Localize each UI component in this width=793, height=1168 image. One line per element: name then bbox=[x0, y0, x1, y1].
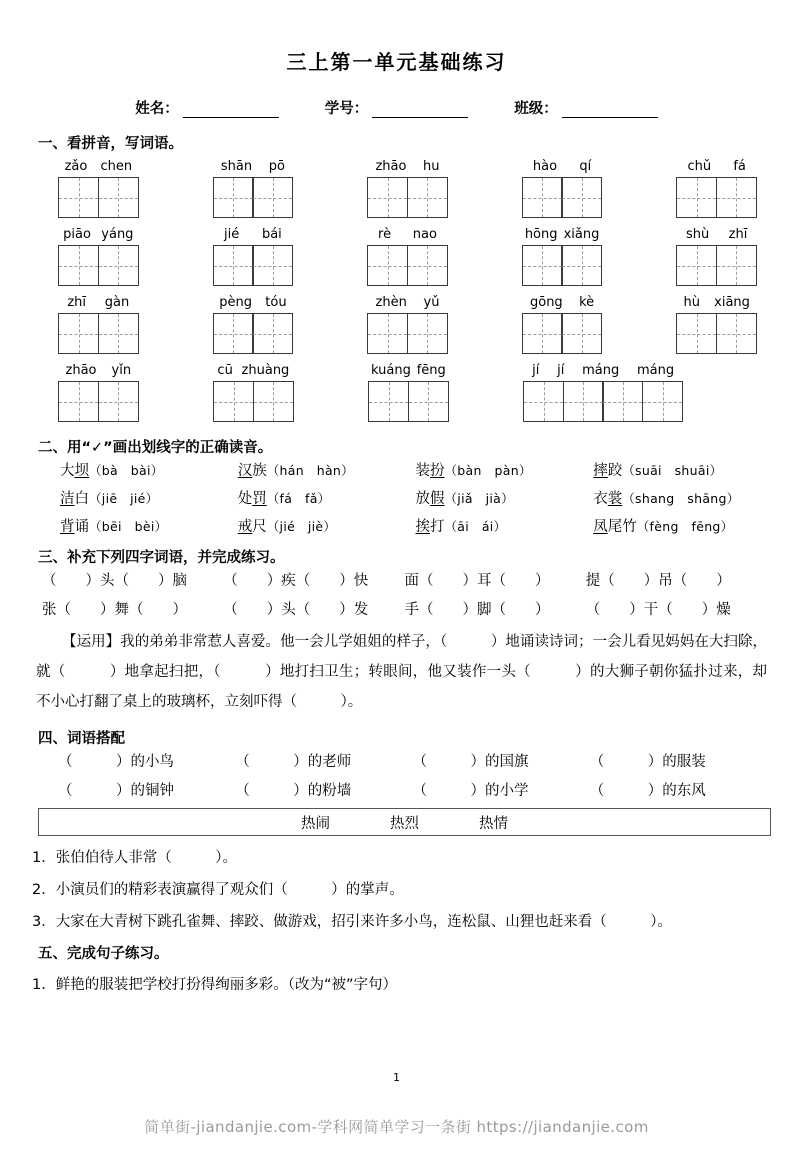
pinyin-syllable: pō bbox=[268, 159, 285, 174]
pinyin-syllable: zhèn bbox=[375, 295, 407, 310]
section-4-questions bbox=[0, 848, 793, 932]
pinyin-syllables bbox=[213, 363, 294, 379]
tianzige-group bbox=[367, 313, 448, 354]
tianzige-cell[interactable] bbox=[253, 381, 294, 422]
class-field bbox=[514, 97, 658, 118]
word-part: 装 bbox=[415, 463, 430, 479]
tianzige-cell[interactable] bbox=[367, 245, 408, 286]
pinyin-syllable: kè bbox=[579, 295, 595, 310]
class-blank[interactable] bbox=[562, 103, 658, 118]
underlined-character: 背 bbox=[60, 519, 75, 535]
pinyin-syllable: yǐn bbox=[111, 363, 132, 378]
idiom-item[interactable]: （ ）头（ ）脑 bbox=[42, 573, 187, 589]
pinyin-syllables bbox=[58, 363, 139, 379]
underlined-character: 坝 bbox=[74, 463, 89, 479]
pinyin-row bbox=[0, 295, 793, 354]
pinyin-word-item bbox=[213, 159, 294, 218]
pinyin-exercise-block bbox=[0, 159, 793, 422]
pinyin-syllable: hù bbox=[683, 295, 700, 310]
pinyin-word-item bbox=[213, 227, 294, 286]
pronunciation-item[interactable] bbox=[593, 515, 771, 536]
tianzige-cell[interactable] bbox=[213, 245, 254, 286]
section-3-heading: 三、补充下列四字词语，并完成练习。 bbox=[38, 550, 285, 566]
pinyin-syllables bbox=[213, 227, 294, 243]
pinyin-syllable: xiǎng bbox=[563, 227, 600, 242]
tianzige-group bbox=[523, 381, 683, 422]
tianzige-cell[interactable] bbox=[252, 177, 293, 218]
underlined-character: 戒 bbox=[237, 519, 253, 535]
tianzige-cell[interactable] bbox=[367, 313, 408, 354]
name-blank[interactable] bbox=[183, 103, 279, 118]
pinyin-syllables bbox=[676, 227, 757, 243]
pronunciation-options[interactable]: （fèng fēng） bbox=[636, 519, 734, 534]
pronunciation-row bbox=[0, 515, 793, 536]
collocation-item[interactable]: （ ）的服装 bbox=[589, 754, 706, 770]
fill-in-question[interactable]: 2．小演员们的精彩表演赢得了观众们（ ）的掌声。 bbox=[32, 882, 404, 898]
pinyin-syllable: cū bbox=[217, 363, 233, 378]
section-1-heading: 一、看拼音，写词语。 bbox=[38, 136, 183, 152]
tianzige-cell[interactable] bbox=[58, 177, 99, 218]
pinyin-syllables bbox=[367, 159, 448, 175]
pinyin-syllable: gōng bbox=[529, 295, 563, 310]
pronunciation-word bbox=[416, 519, 445, 535]
underlined-character: 罚 bbox=[252, 491, 267, 507]
pinyin-word-item bbox=[522, 159, 603, 218]
tianzige-group bbox=[522, 177, 603, 218]
idiom-item[interactable]: 手（ ）脚（ ） bbox=[404, 602, 550, 618]
pronunciation-options[interactable]: （shang shāng） bbox=[622, 491, 740, 506]
word-part: 放 bbox=[415, 491, 430, 507]
pronunciation-word bbox=[593, 519, 637, 535]
tianzige-group bbox=[213, 381, 294, 422]
underlined-character: 凤 bbox=[593, 519, 608, 535]
pinyin-syllable: jié bbox=[223, 227, 240, 242]
pinyin-syllables bbox=[367, 227, 448, 243]
tianzige-cell[interactable] bbox=[561, 177, 602, 218]
pinyin-syllable: zǎo bbox=[64, 159, 88, 174]
tianzige-cell[interactable] bbox=[213, 381, 254, 422]
fill-in-question[interactable]: 1．张伯伯待人非常（ ）。 bbox=[32, 850, 237, 866]
tianzige-cell[interactable] bbox=[252, 313, 293, 354]
tianzige-group bbox=[58, 245, 139, 286]
pronunciation-options[interactable]: （āi ái） bbox=[444, 519, 507, 534]
collocation-item[interactable]: （ ）的铜钟 bbox=[58, 783, 174, 799]
tianzige-cell[interactable] bbox=[522, 313, 563, 354]
pronunciation-word bbox=[416, 491, 445, 507]
tianzige-group bbox=[676, 313, 757, 354]
tianzige-cell[interactable] bbox=[561, 245, 602, 286]
pinyin-syllable: máng bbox=[582, 363, 620, 378]
tianzige-cell[interactable] bbox=[213, 313, 254, 354]
pinyin-syllable: zhī bbox=[67, 295, 87, 310]
tianzige-cell[interactable] bbox=[98, 313, 139, 354]
tianzige-cell[interactable] bbox=[98, 245, 139, 286]
pinyin-word-item bbox=[58, 363, 139, 422]
collocation-item[interactable]: （ ）的东风 bbox=[589, 783, 706, 799]
pronunciation-item[interactable] bbox=[416, 459, 594, 480]
pronunciation-item[interactable] bbox=[238, 459, 416, 480]
student-id-field bbox=[325, 97, 469, 118]
pronunciation-word bbox=[238, 519, 267, 535]
pronunciation-item[interactable] bbox=[593, 487, 771, 508]
section-5-heading: 五、完成句子练习。 bbox=[38, 946, 169, 962]
pinyin-syllables bbox=[368, 363, 449, 379]
pronunciation-options[interactable]: （bàn pàn） bbox=[444, 463, 532, 478]
idiom-application-text: 【运用】我的弟弟非常惹人喜爱。他一会儿学姐姐的样子，（ ）地诵读诗词；一会儿看见妈妈在大扫除，就（ ）地拿起扫把，（ ）地打扫卫生；转眼间，他又装作一头（ ）的大狮子朝你猛扑过来，却不小心打翻了桌上的玻璃杯，立刻吓得（ ）。 bbox=[36, 634, 767, 710]
student-id-blank[interactable] bbox=[372, 103, 468, 118]
underlined-character: 摔 bbox=[593, 463, 608, 479]
pronunciation-row bbox=[0, 459, 793, 480]
pinyin-syllable: zhī bbox=[728, 227, 748, 242]
word-bank-item: 热情 bbox=[479, 815, 508, 832]
pronunciation-word bbox=[416, 463, 445, 479]
pronunciation-options[interactable]: （bēi bèi） bbox=[89, 519, 168, 534]
pinyin-row bbox=[0, 363, 793, 422]
page-number: 1 bbox=[393, 1071, 400, 1084]
tianzige-cell[interactable] bbox=[561, 313, 602, 354]
collocation-item[interactable]: （ ）的老师 bbox=[235, 754, 352, 770]
pinyin-word-item bbox=[213, 363, 294, 422]
pronunciation-options[interactable]: （jié jiè） bbox=[266, 519, 337, 534]
pinyin-syllable: chen bbox=[100, 159, 133, 174]
worksheet-page bbox=[0, 46, 793, 1168]
pinyin-syllable: shān bbox=[220, 159, 253, 174]
tianzige-group bbox=[58, 381, 139, 422]
tianzige-cell[interactable] bbox=[213, 177, 254, 218]
collocation-row bbox=[0, 779, 793, 800]
pronunciation-item[interactable] bbox=[238, 487, 416, 508]
pinyin-syllables bbox=[676, 159, 757, 175]
tianzige-group bbox=[368, 381, 449, 422]
pinyin-syllables bbox=[58, 227, 139, 243]
tianzige-cell[interactable] bbox=[676, 313, 717, 354]
pronunciation-word bbox=[60, 491, 89, 507]
tianzige-cell[interactable] bbox=[716, 245, 757, 286]
word-part: 衣 bbox=[593, 491, 608, 507]
tianzige-group bbox=[367, 177, 448, 218]
pinyin-syllable: fá bbox=[733, 159, 746, 174]
pinyin-syllable: piāo bbox=[63, 227, 91, 242]
name-field bbox=[135, 97, 279, 118]
pronunciation-word bbox=[60, 519, 89, 535]
pronunciation-word bbox=[593, 491, 622, 507]
pinyin-syllables bbox=[58, 159, 139, 175]
pinyin-word-item bbox=[676, 227, 757, 286]
pinyin-word-item bbox=[522, 227, 603, 286]
tianzige-cell[interactable] bbox=[58, 381, 99, 422]
section-4-heading: 四、词语搭配 bbox=[38, 731, 125, 747]
collocation-item[interactable]: （ ）的国旗 bbox=[412, 754, 529, 770]
pinyin-syllable: xiāng bbox=[714, 295, 750, 310]
pronunciation-item[interactable] bbox=[60, 487, 238, 508]
tianzige-cell[interactable] bbox=[252, 245, 293, 286]
pinyin-syllable: qí bbox=[579, 159, 592, 174]
tianzige-cell[interactable] bbox=[58, 245, 99, 286]
pinyin-word-item bbox=[523, 363, 683, 422]
pinyin-syllables bbox=[523, 363, 683, 379]
tianzige-cell[interactable] bbox=[407, 245, 448, 286]
pinyin-syllable: kuáng bbox=[371, 363, 411, 378]
idiom-item[interactable]: 提（ ）吊（ ） bbox=[585, 573, 731, 589]
section-5-questions bbox=[0, 975, 793, 995]
pronunciation-options[interactable]: （bà bài） bbox=[89, 463, 164, 478]
pinyin-row bbox=[0, 227, 793, 286]
tianzige-cell[interactable] bbox=[98, 177, 139, 218]
pronunciation-word bbox=[238, 463, 267, 479]
pinyin-syllable: zhuàng bbox=[241, 363, 290, 378]
pinyin-syllable: zhāo bbox=[375, 159, 407, 174]
word-bank-box bbox=[38, 808, 771, 836]
tianzige-cell[interactable] bbox=[676, 177, 717, 218]
pinyin-word-item bbox=[367, 295, 448, 354]
idiom-item[interactable]: 面（ ）耳（ ） bbox=[404, 573, 550, 589]
tianzige-cell[interactable] bbox=[523, 381, 564, 422]
tianzige-cell[interactable] bbox=[407, 313, 448, 354]
pronunciation-options[interactable]: （hán hàn） bbox=[266, 463, 354, 478]
underlined-character: 挨 bbox=[415, 519, 430, 535]
pinyin-syllables bbox=[676, 295, 757, 311]
collocation-item[interactable]: （ ）的小鸟 bbox=[58, 754, 174, 770]
idiom-exercise-block bbox=[0, 569, 793, 619]
tianzige-cell[interactable] bbox=[522, 245, 563, 286]
word-part: 诵 bbox=[74, 519, 89, 535]
underlined-character: 洁 bbox=[60, 491, 75, 507]
pronunciation-item[interactable] bbox=[416, 515, 594, 536]
tianzige-cell[interactable] bbox=[408, 381, 449, 422]
word-bank-item: 热烈 bbox=[390, 815, 419, 832]
pinyin-syllable: yáng bbox=[101, 227, 134, 242]
pinyin-syllable: yǔ bbox=[423, 295, 440, 310]
pinyin-syllable: chǔ bbox=[687, 159, 712, 174]
collocation-item[interactable]: （ ）的小学 bbox=[412, 783, 529, 799]
pronunciation-options[interactable]: （jiǎ jià） bbox=[444, 491, 514, 506]
word-bank-item: 热闹 bbox=[301, 815, 330, 832]
pinyin-syllable: jí bbox=[532, 363, 540, 378]
pronunciation-options[interactable]: （suāi shuāi） bbox=[622, 463, 723, 478]
fill-in-question[interactable]: 3．大家在大青树下跳孔雀舞、摔跤、做游戏，招引来许多小鸟，连松鼠、山狸也赶来看（ ）。 bbox=[32, 914, 672, 930]
tianzige-cell[interactable] bbox=[563, 381, 604, 422]
tianzige-cell[interactable] bbox=[602, 381, 643, 422]
class-label: 班级： bbox=[514, 101, 558, 117]
idiom-item[interactable]: （ ）疾（ ）快 bbox=[223, 573, 369, 589]
pinyin-word-item bbox=[213, 295, 294, 354]
word-part: 族 bbox=[252, 463, 267, 479]
word-part: 尺 bbox=[252, 519, 267, 535]
tianzige-group bbox=[213, 177, 294, 218]
footer-watermark: 简单街-jiandanjie.com-学科网简单学习一条街 https://jiandanjie.com bbox=[144, 1118, 649, 1136]
pronunciation-exercise-block bbox=[0, 459, 793, 536]
collocation-item[interactable]: （ ）的粉墙 bbox=[235, 783, 352, 799]
idiom-row bbox=[0, 598, 793, 619]
pinyin-syllables bbox=[213, 159, 294, 175]
pronunciation-row bbox=[0, 487, 793, 508]
pronunciation-options[interactable]: （jiē jié） bbox=[89, 491, 159, 506]
pinyin-syllable: pèng bbox=[219, 295, 252, 310]
underlined-character: 扮 bbox=[430, 463, 445, 479]
pinyin-syllables bbox=[367, 295, 448, 311]
idiom-item[interactable]: （ ）头（ ）发 bbox=[223, 602, 369, 618]
idiom-row bbox=[0, 569, 793, 590]
word-part: 处 bbox=[237, 491, 253, 507]
underlined-character: 假 bbox=[430, 491, 445, 507]
word-part: 跤 bbox=[607, 463, 623, 479]
pinyin-word-item bbox=[522, 295, 603, 354]
underlined-character: 汉 bbox=[237, 463, 253, 479]
pronunciation-item[interactable] bbox=[238, 515, 416, 536]
pronunciation-item[interactable] bbox=[60, 515, 238, 536]
pinyin-syllable: jí bbox=[557, 363, 565, 378]
pinyin-syllables bbox=[58, 295, 139, 311]
name-label: 姓名： bbox=[135, 101, 179, 117]
tianzige-group bbox=[213, 313, 294, 354]
tianzige-cell[interactable] bbox=[716, 177, 757, 218]
pinyin-syllable: fēng bbox=[416, 363, 446, 378]
word-part: 打 bbox=[430, 519, 445, 535]
underlined-character: 裳 bbox=[607, 491, 623, 507]
pronunciation-word bbox=[238, 491, 267, 507]
pinyin-syllables bbox=[213, 295, 294, 311]
tianzige-cell[interactable] bbox=[522, 177, 563, 218]
pinyin-syllable: rè bbox=[378, 227, 392, 242]
pronunciation-options[interactable]: （fá fǎ） bbox=[266, 491, 331, 506]
collocation-exercise-block bbox=[0, 750, 793, 800]
tianzige-group bbox=[522, 313, 603, 354]
pronunciation-word bbox=[60, 463, 89, 479]
tianzige-group bbox=[676, 245, 757, 286]
pinyin-syllables bbox=[522, 159, 603, 175]
tianzige-cell[interactable] bbox=[642, 381, 683, 422]
pinyin-syllable: zhāo bbox=[65, 363, 97, 378]
pinyin-syllable: tóu bbox=[265, 295, 287, 310]
pinyin-word-item bbox=[58, 159, 139, 218]
pinyin-syllable: shù bbox=[686, 227, 710, 242]
student-info-line bbox=[0, 97, 793, 118]
pinyin-syllables bbox=[522, 295, 603, 311]
pronunciation-item[interactable] bbox=[593, 459, 771, 480]
pinyin-syllable: hào bbox=[532, 159, 558, 174]
tianzige-group bbox=[58, 177, 139, 218]
section-2-heading: 二、用“✓”画出划线字的正确读音。 bbox=[38, 440, 273, 456]
tianzige-cell[interactable] bbox=[716, 313, 757, 354]
idiom-item[interactable]: 张（ ）舞（ ） bbox=[42, 602, 187, 618]
pinyin-word-item bbox=[676, 159, 757, 218]
student-id-label: 学号： bbox=[324, 101, 369, 117]
tianzige-cell[interactable] bbox=[407, 177, 448, 218]
pinyin-word-item bbox=[58, 227, 139, 286]
pinyin-syllable: gàn bbox=[104, 295, 130, 310]
tianzige-cell[interactable] bbox=[98, 381, 139, 422]
pronunciation-item[interactable] bbox=[60, 459, 238, 480]
page-title: 三上第一单元基础练习 bbox=[286, 50, 507, 74]
tianzige-cell[interactable] bbox=[368, 381, 409, 422]
tianzige-group bbox=[522, 245, 603, 286]
tianzige-group bbox=[58, 313, 139, 354]
tianzige-cell[interactable] bbox=[367, 177, 408, 218]
idiom-application-paragraph bbox=[36, 627, 767, 717]
tianzige-cell[interactable] bbox=[676, 245, 717, 286]
collocation-row bbox=[0, 750, 793, 771]
pinyin-syllable: bái bbox=[261, 227, 282, 242]
word-part: 大 bbox=[60, 463, 75, 479]
pinyin-row bbox=[0, 159, 793, 218]
tianzige-group bbox=[367, 245, 448, 286]
pinyin-word-item bbox=[58, 295, 139, 354]
pinyin-syllable: nao bbox=[412, 227, 437, 242]
pinyin-syllables bbox=[522, 227, 603, 243]
pinyin-syllable: hu bbox=[423, 159, 440, 174]
word-part: 白 bbox=[74, 491, 89, 507]
pronunciation-word bbox=[593, 463, 622, 479]
tianzige-cell[interactable] bbox=[58, 313, 99, 354]
pinyin-word-item bbox=[368, 363, 449, 422]
pinyin-syllable: máng bbox=[637, 363, 675, 378]
sentence-question[interactable]: 1．鲜艳的服装把学校打扮得绚丽多彩。（改为“被”字句） bbox=[32, 977, 397, 993]
pinyin-word-item bbox=[367, 227, 448, 286]
pinyin-syllable: hōng bbox=[524, 227, 558, 242]
tianzige-group bbox=[213, 245, 294, 286]
pinyin-word-item bbox=[676, 295, 757, 354]
pinyin-word-item bbox=[367, 159, 448, 218]
word-part: 尾竹 bbox=[607, 519, 637, 535]
idiom-item[interactable]: （ ）干（ ）燥 bbox=[585, 602, 731, 618]
tianzige-group bbox=[676, 177, 757, 218]
pronunciation-item[interactable] bbox=[416, 487, 594, 508]
